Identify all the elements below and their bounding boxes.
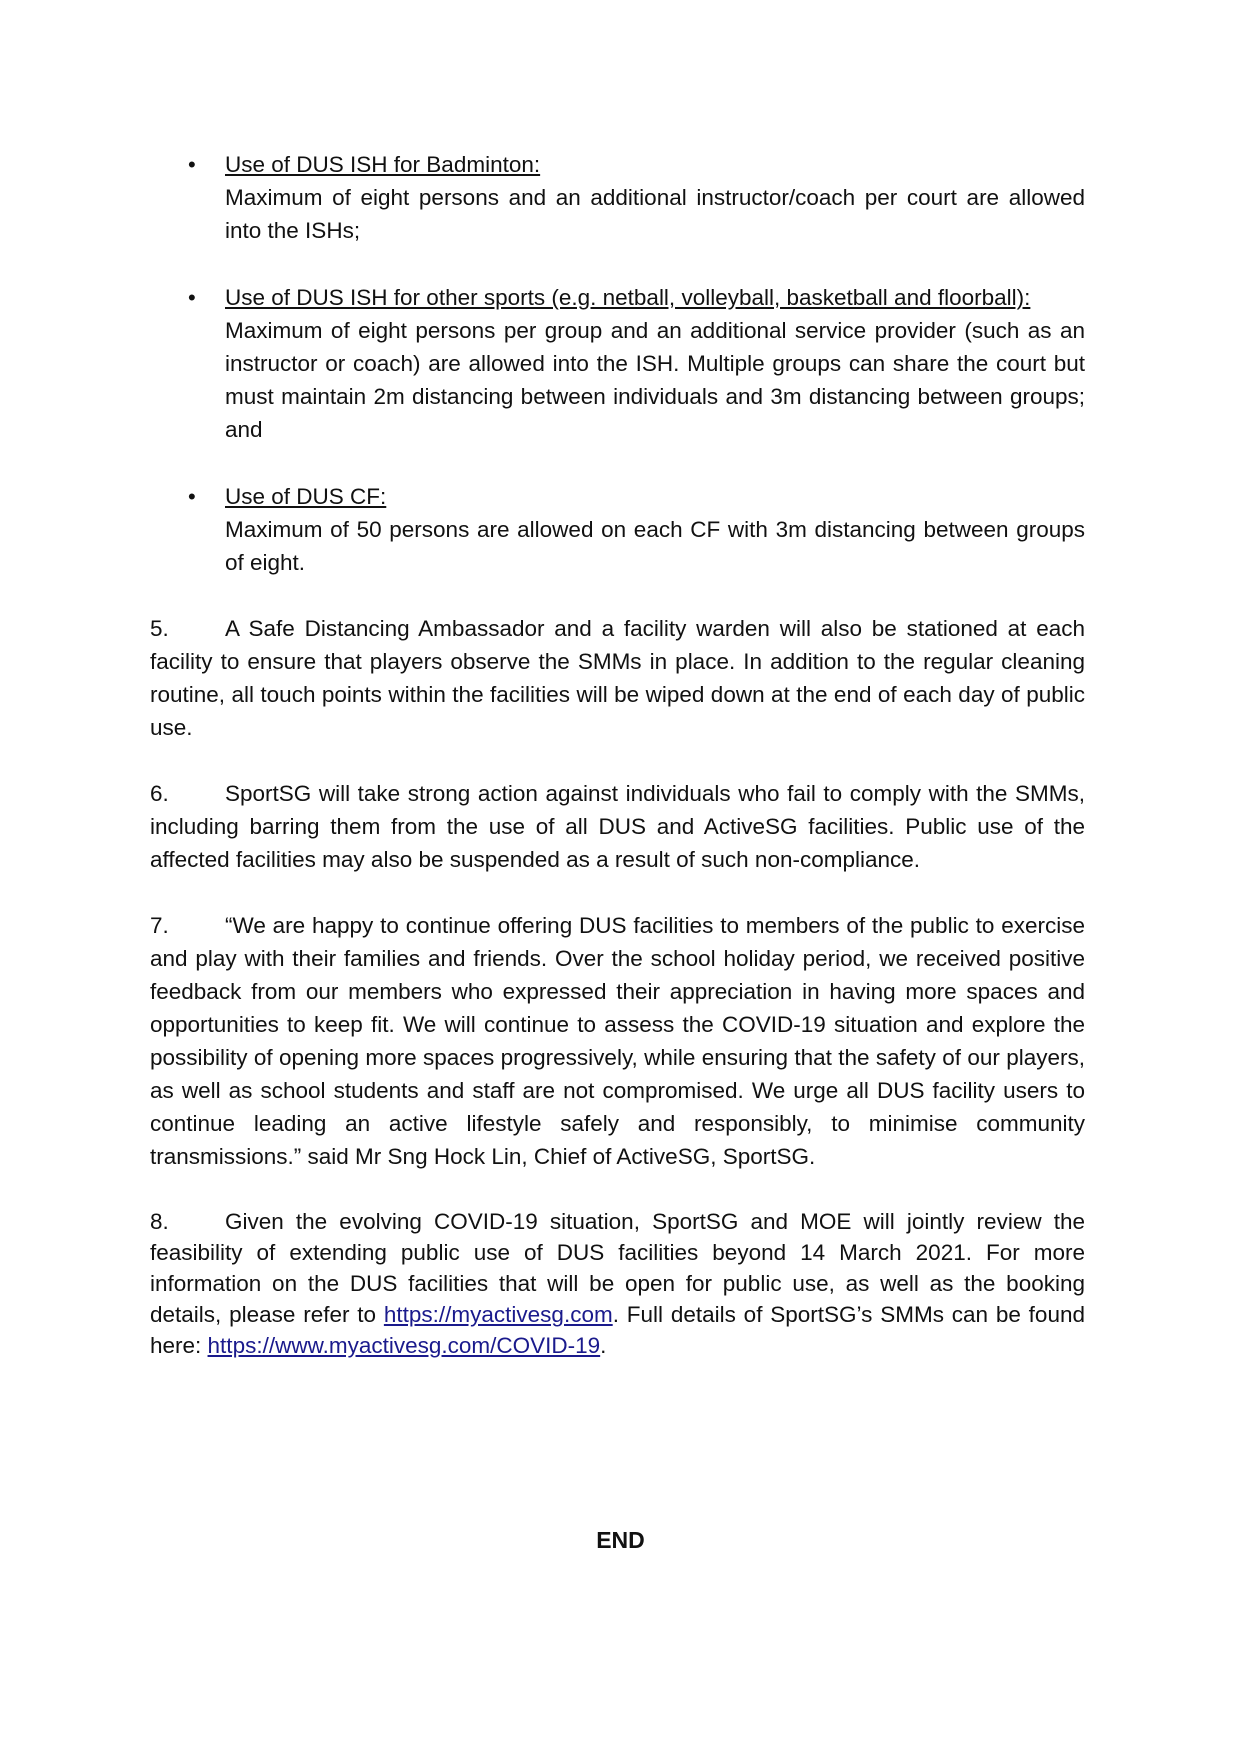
bullet-icon: •	[188, 285, 196, 310]
paragraph-text: Given the evolving COVID-19 situation, SportSG and MOE will jointly review the feasibility of extending public use of DUS facilities beyond 14 March 2021. For more information on the DUS facilities that will be open for public use, as well as the booking details, please refer to	[150, 1209, 1085, 1327]
bullet-body: Maximum of eight persons per group and an additional service provider (such as an instructor or coach) are allowed into the ISH. Multiple groups can share the court but must maintain 2m distancing between individuals and 3m distancing between groups; and	[225, 318, 1085, 442]
bullet-item-badminton	[150, 148, 1085, 247]
end-marker: END	[596, 1527, 645, 1553]
myactivesg-link[interactable]: https://myactivesg.com	[383, 1302, 613, 1327]
bullet-item-cf	[150, 480, 1085, 579]
paragraph-7	[150, 909, 1085, 1173]
paragraph-number: 6.	[150, 781, 169, 806]
bullet-icon: •	[188, 152, 196, 177]
bullet-title: Use of DUS CF:	[225, 484, 387, 509]
paragraph-text: A Safe Distancing Ambassador and a facility warden will also be stationed at each facility to ensure that players observe the SMMs in place. In addition to the regular cleaning routine, all touch points within the facilities will be wiped down at the end of each day of public use.	[150, 616, 1085, 740]
bullet-body: Maximum of 50 persons are allowed on each CF with 3m distancing between groups of eight.	[225, 517, 1085, 575]
paragraph-5	[150, 612, 1085, 744]
paragraph-text: .	[600, 1333, 607, 1358]
paragraph-number: 5.	[150, 616, 169, 641]
paragraph-6	[150, 777, 1085, 876]
paragraph-text: “We are happy to continue offering DUS facilities to members of the public to exercise and play with their families and friends. Over the school holiday period, we received positive feedback from our members who expressed their appreciation in having more spaces and opportunities to keep fit. We will continue to assess the COVID-19 situation and explore the possibility of opening more spaces progressively, while ensuring that the safety of our players, as well as school students and staff are not compromised. We urge all DUS facility users to continue leading an active lifestyle safely and responsibly, to minimise community transmissions.” said Mr Sng Hock Lin, Chief of ActiveSG, SportSG.	[150, 913, 1085, 1169]
paragraph-number: 7.	[150, 913, 169, 938]
bullet-title: Use of DUS ISH for Badminton:	[225, 152, 541, 177]
paragraph-text: . Full details of SportSG’s SMMs can be found here:	[150, 1302, 1085, 1358]
covid-19-smm-link[interactable]: https://www.myactivesg.com/COVID-19	[207, 1333, 601, 1358]
paragraph-8	[150, 1206, 1085, 1361]
bullet-title: Use of DUS ISH for other sports (e.g. netball, volleyball, basketball and floorball):	[225, 285, 1031, 310]
bullet-icon: •	[188, 484, 196, 509]
bullet-body: Maximum of eight persons and an additional instructor/coach per court are allowed into the ISHs;	[225, 185, 1085, 243]
paragraph-text: SportSG will take strong action against individuals who fail to comply with the SMMs, including barring them from the use of all DUS and ActiveSG facilities. Public use of the affected facilities may also be suspended as a result of such non-compliance.	[150, 781, 1085, 872]
document-page	[150, 148, 1085, 1361]
paragraph-number: 8.	[150, 1209, 169, 1234]
bullet-item-other-sports	[150, 281, 1085, 446]
